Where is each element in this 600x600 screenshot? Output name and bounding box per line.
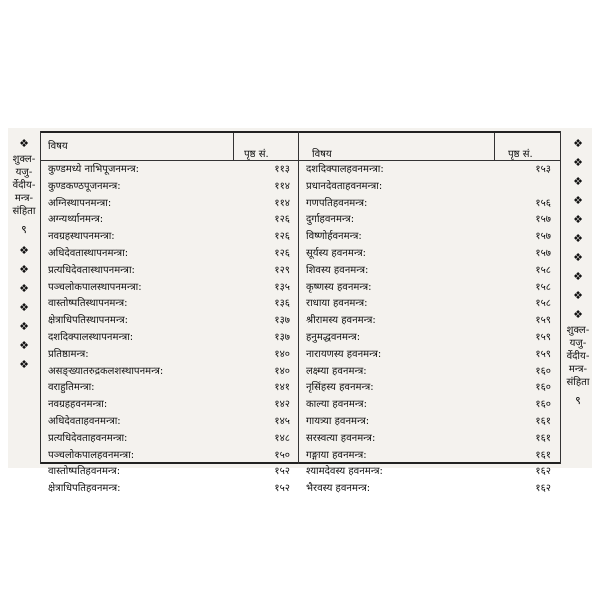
toc-entry-title: काल्या हवनमन्त्र:	[306, 399, 367, 411]
ornament-icon: ❖	[573, 308, 583, 321]
ornament-icon: ❖	[573, 137, 583, 150]
toc-entry-page: १२६	[274, 231, 290, 243]
toc-entry	[48, 414, 290, 431]
toc-entry-page: १६०	[535, 382, 551, 394]
toc-entry-page: १३७	[274, 331, 290, 343]
toc-entry-title: नवग्रहहवनमन्त्रा:	[48, 399, 108, 411]
side-caption-line: मन्त्र-	[568, 364, 588, 375]
toc-entry-title: गङ्गाया हवनमन्त्र:	[306, 449, 367, 461]
toc-entry	[48, 397, 290, 414]
ornament-icon: ❖	[19, 358, 29, 371]
toc-entry	[48, 263, 290, 280]
toc-entry-page: ११४	[274, 180, 290, 192]
toc-entry-title: गणपतिहवनमन्त्र:	[306, 197, 368, 209]
side-page-number: ९	[575, 394, 581, 407]
toc-entry-page: ११४	[274, 197, 290, 209]
toc-entry-title: अधिदेवताहवनमन्त्रा:	[48, 415, 121, 427]
top-rule	[40, 131, 560, 133]
toc-entry-page: १६२	[535, 483, 551, 495]
toc-entry-page: १६१	[535, 415, 551, 427]
toc-entry	[306, 380, 551, 397]
toc-entry-title: दुर्गाहवनमन्त्र:	[306, 214, 355, 226]
toc-entry	[48, 380, 290, 397]
toc-entry-page: १४२	[274, 399, 290, 411]
toc-entry-page: १५२	[274, 483, 290, 495]
toc-entry-page: १३७	[274, 315, 290, 327]
toc-entry-title: प्रत्यधिदेवतास्थापनमन्त्रा:	[48, 264, 135, 276]
toc-entry	[48, 246, 290, 263]
ornament-icon: ❖	[19, 244, 29, 257]
toc-entry-title: अधिदेवतास्थापनमन्त्रा:	[48, 247, 129, 259]
ornament-icon: ❖	[573, 270, 583, 283]
toc-entry-title: प्रधानदेवताहवनमन्त्रा:	[306, 180, 383, 192]
toc-entry-page: १५२	[274, 466, 290, 478]
header-rule	[40, 160, 560, 161]
toc-entry-page: १५६	[535, 197, 551, 209]
toc-entry-page: १४१	[274, 382, 290, 394]
toc-entry-title: गायत्र्या हवनमन्त्र:	[306, 415, 370, 427]
left-col-title-header: विषय	[48, 141, 68, 152]
toc-entry-page: १५९	[535, 348, 551, 360]
side-page-number: ९	[21, 223, 27, 236]
toc-entry-page: १५०	[274, 449, 290, 461]
side-caption	[10, 153, 38, 218]
toc-entry	[306, 196, 551, 213]
toc-entry-title: दशदिक्पालस्थापनमन्त्रा:	[48, 331, 134, 343]
ornament-icon: ❖	[19, 263, 29, 276]
toc-entry-page: १५८	[535, 281, 551, 293]
ornament-icon: ❖	[573, 289, 583, 302]
toc-entry-page: १३५	[274, 281, 290, 293]
side-caption-line: र्वेदीय-	[12, 180, 36, 191]
ornament-icon: ❖	[573, 194, 583, 207]
toc-entry	[48, 212, 290, 229]
toc-entry	[306, 464, 551, 481]
toc-entry-page: १४०	[274, 365, 290, 377]
toc-entry	[306, 162, 551, 179]
toc-entry-title: क्षेत्राधिपतिहवनमन्त्र:	[48, 483, 121, 495]
toc-entry-page: १५७	[535, 231, 551, 243]
toc-entry-title: असङ्ख्यातरुद्रकलशस्थापनमन्त्र:	[48, 365, 164, 377]
toc-entry	[48, 481, 290, 498]
ornament-icon: ❖	[573, 232, 583, 245]
side-caption-line: शुक्ल-	[566, 325, 590, 336]
toc-entry-title: सरस्वत्या हवनमन्त्र:	[306, 432, 376, 444]
ornament-icon: ❖	[573, 251, 583, 264]
toc-entry-page: १२६	[274, 214, 290, 226]
toc-entry-page: १३६	[274, 298, 290, 310]
toc-entry-title: लक्ष्म्या हवनमन्त्र:	[306, 365, 367, 377]
toc-entry-title: वास्तोष्पतिस्थापनमन्त्र:	[48, 298, 128, 310]
toc-entry-page: १५९	[535, 315, 551, 327]
toc-entry	[48, 313, 290, 330]
toc-entry-title: प्रत्यधिदेवताहवनमन्त्रा:	[48, 432, 128, 444]
toc-entry-page: १६१	[535, 432, 551, 444]
toc-entry	[306, 330, 551, 347]
toc-entry	[306, 481, 551, 498]
toc-entry-page: १२९	[274, 264, 290, 276]
left-header-divider	[233, 133, 234, 160]
right-col-title-header: विषय	[312, 149, 332, 160]
toc-entry	[48, 431, 290, 448]
toc-entry	[306, 397, 551, 414]
toc-entry-page: १६१	[535, 449, 551, 461]
toc-entry-page: १६०	[535, 399, 551, 411]
toc-entry	[306, 448, 551, 465]
toc-entry	[48, 347, 290, 364]
toc-entry-title: भैरवस्य हवनमन्त्र:	[306, 483, 371, 495]
toc-entry-title: पञ्चलोकपालस्थापनमन्त्रा:	[48, 281, 142, 293]
toc-entry-title: श्यामदेवस्य हवनमन्त्र:	[306, 466, 383, 478]
side-caption-line: संहिता	[12, 206, 36, 217]
ornament-icon: ❖	[19, 137, 29, 150]
ornament-icon: ❖	[573, 175, 583, 188]
ornament-icon: ❖	[19, 301, 29, 314]
toc-entry-page: १६०	[535, 365, 551, 377]
toc-entry-title: हनुमद्धवनमन्त्र:	[306, 331, 361, 343]
side-caption-line: संहिता	[566, 377, 590, 388]
toc-entry-title: वराहुतिमन्त्रा:	[48, 382, 95, 394]
toc-entry-title: कुण्डमध्ये नाभिपूजनमन्त्र:	[48, 164, 140, 175]
left-toc-column	[48, 162, 290, 498]
column-divider	[298, 131, 299, 464]
ornament-icon: ❖	[19, 282, 29, 295]
toc-entry-page: १४८	[274, 432, 290, 444]
left-border-line	[40, 131, 41, 464]
side-caption-line: शुक्ल-	[12, 154, 36, 165]
ornament-icon: ❖	[19, 320, 29, 333]
toc-entry-title: अग्न्यर्थ्यानमन्त्र:	[48, 214, 104, 226]
toc-entry-title: कृष्णस्य हवनमन्त्र:	[306, 281, 372, 293]
toc-entry-title: सूर्यस्य हवनमन्त्र:	[306, 247, 366, 259]
toc-entry	[306, 313, 551, 330]
side-caption-line: यजु-	[569, 338, 587, 349]
toc-entry-page: १४०	[274, 348, 290, 360]
toc-entry	[48, 364, 290, 381]
toc-entry-title: वास्तोष्पतिहवनमन्त्र:	[48, 466, 121, 478]
toc-entry	[306, 179, 551, 196]
right-col-page-header: पृष्ठ सं.	[508, 149, 533, 160]
side-caption-line: मन्त्र-	[14, 193, 34, 204]
toc-entry-page: १४५	[274, 415, 290, 427]
toc-entry-title: श्रीरामस्य हवनमन्त्र:	[306, 315, 376, 327]
ornament-icon: ❖	[19, 339, 29, 352]
toc-entry-page: १५७	[535, 247, 551, 259]
toc-entry	[48, 229, 290, 246]
toc-entry-page: १५८	[535, 264, 551, 276]
toc-entry-title: क्षेत्राधिपतिस्थापनमन्त्र:	[48, 315, 129, 327]
side-caption-line: यजु-	[15, 167, 33, 178]
toc-entry	[306, 364, 551, 381]
toc-entry	[306, 431, 551, 448]
toc-entry-page: १२६	[274, 247, 290, 259]
toc-entry-title: प्रतिष्ठामन्त्र:	[48, 348, 89, 360]
toc-entry	[48, 162, 290, 179]
toc-entry	[306, 246, 551, 263]
toc-entry	[306, 229, 551, 246]
toc-entry	[306, 263, 551, 280]
toc-entry-title: नृसिंहस्य हवनमन्त्र:	[306, 382, 374, 394]
toc-entry	[306, 212, 551, 229]
toc-entry-title: नारायणस्य हवनमन्त्र:	[306, 348, 382, 360]
left-col-page-header: पृष्ठ सं.	[244, 149, 269, 160]
side-caption-line: र्वेदीय-	[566, 351, 590, 362]
toc-entry	[306, 280, 551, 297]
toc-entry-title: शिवस्य हवनमन्त्र:	[306, 264, 369, 276]
toc-entry-title: विष्णोर्हवनमन्त्र:	[306, 231, 362, 243]
ornament-icon: ❖	[573, 213, 583, 226]
toc-entry	[48, 448, 290, 465]
toc-entry	[48, 296, 290, 313]
toc-entry-page: १५७	[535, 214, 551, 226]
toc-entry-page: ११३	[274, 164, 290, 175]
side-caption	[563, 324, 593, 389]
toc-entry	[48, 280, 290, 297]
ornament-icon: ❖	[573, 156, 583, 169]
toc-entry	[48, 196, 290, 213]
toc-entry-title: अग्निस्थापनमन्त्रा:	[48, 197, 112, 209]
toc-entry	[48, 179, 290, 196]
toc-entry-page: १५९	[535, 331, 551, 343]
toc-entry	[306, 414, 551, 431]
toc-entry-page: १५८	[535, 298, 551, 310]
right-margin-decoration	[563, 134, 593, 412]
toc-entry-title: दशदिक्पालहवनमन्त्रा:	[306, 164, 384, 175]
toc-entry-title: कुण्डकण्ठपूजनमन्त्र:	[48, 180, 121, 192]
toc-entry-page: १६२	[535, 466, 551, 478]
toc-entry-page: १५३	[535, 164, 551, 175]
toc-entry	[306, 347, 551, 364]
right-toc-column	[306, 162, 551, 498]
toc-entry	[48, 330, 290, 347]
toc-entry	[306, 296, 551, 313]
toc-entry	[48, 464, 290, 481]
toc-entry-title: नवग्रहस्थापनमन्त्रा:	[48, 231, 115, 243]
right-header-divider	[494, 133, 495, 160]
left-margin-decoration	[10, 134, 38, 374]
toc-entry-title: पञ्चलोकपालहवनमन्त्रा:	[48, 449, 135, 461]
toc-entry-title: राधाया हवनमन्त्र:	[306, 298, 368, 310]
right-border-line	[560, 131, 561, 464]
